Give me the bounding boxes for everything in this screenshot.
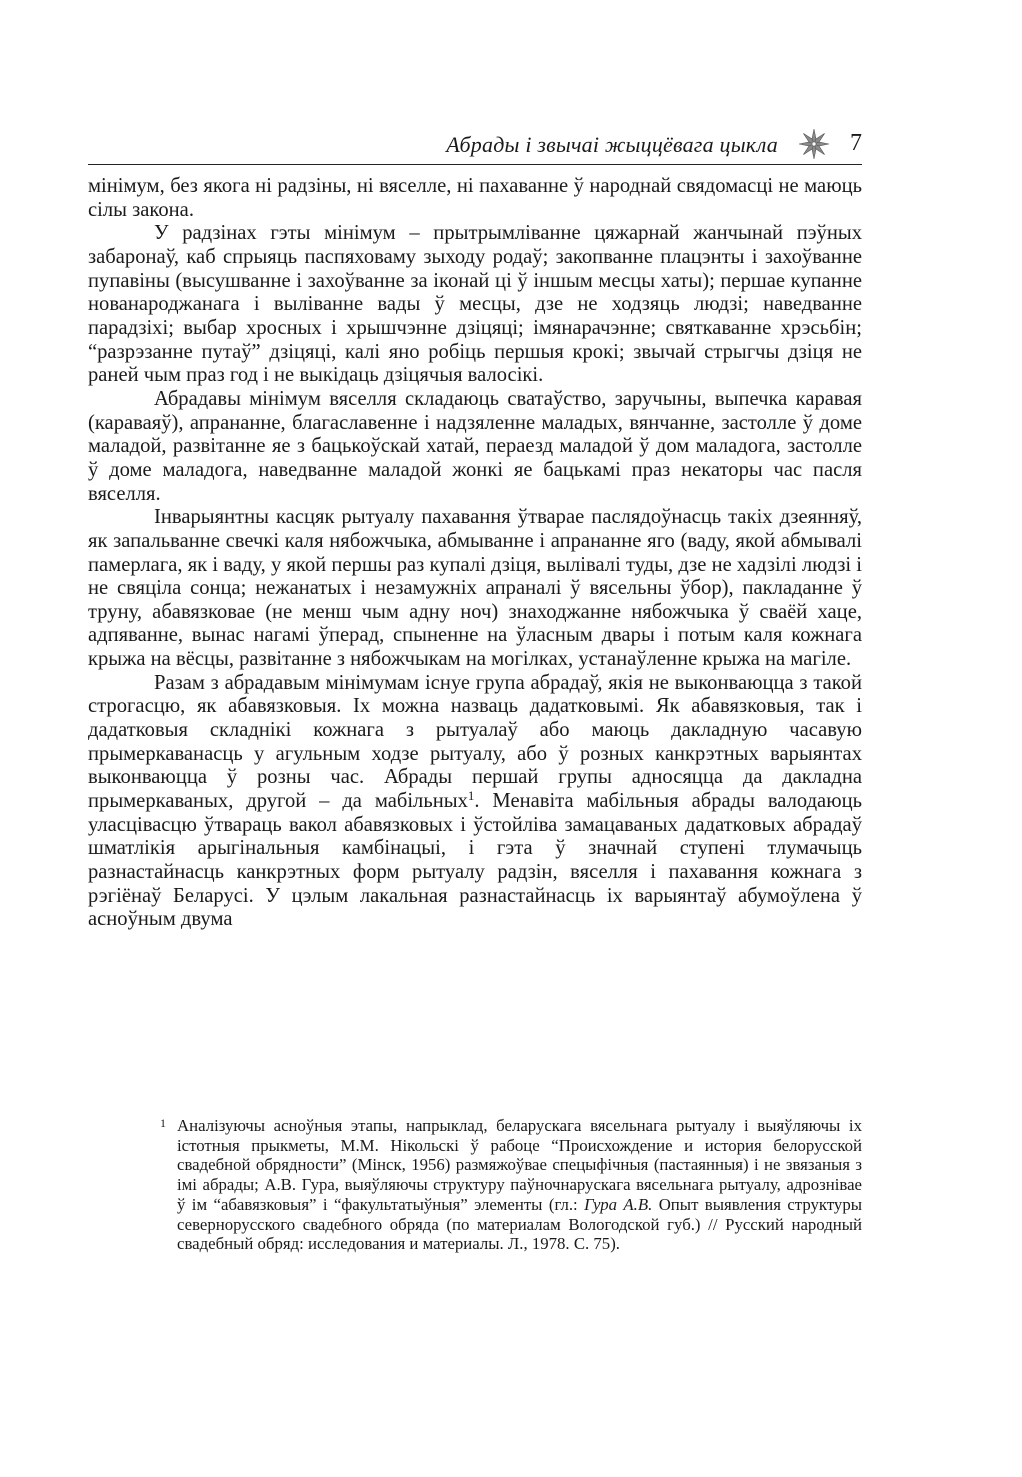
footnote-author: Гура А.В. — [584, 1194, 653, 1214]
paragraph-continuation: мінімум, без якога ні радзіны, ні вяселле, ні пахаванне ў народнай свядомасці не маюць сілы закона. — [88, 175, 862, 221]
paragraph-text-part: . Менавіта мабільныя абрады валодаюць уласцівасцю ўтвараць вакол абавязковых і ўстойліва замацаваных дадатковых абрадаў шматлікія арыгінальныя камбінацыі, і гэта ў значнай ступені тлумачыць разнастайнасць канкрэтных форм рытуалу радзін, вяселля і пахавання кожнага з рэгіёнаў Беларусі. У цэлым лакальная разнастайнасць іх варыянтаў абумоўлена ў асноўным двума — [88, 790, 862, 931]
footnote-reference: 1 — [467, 788, 475, 804]
paragraph-additional-rituals — [88, 672, 862, 932]
page-number: 7 — [850, 130, 862, 156]
footnote-text-part: Опыт выявления структуры севернорусского свадебного обряда (по материалам Вологодской губ.) // Русский народный свадебный обряд: исследования и материалы. Л., 1978. С. 75). — [177, 1194, 862, 1254]
footnote-text — [177, 1116, 862, 1254]
main-text — [88, 175, 862, 932]
eight-point-star-icon — [798, 128, 830, 160]
paragraph-wedding-rituals: Абрадавы мінімум вяселля складаюць сватаўство, заручыны, выпечка каравая (караваяў), апрананне, благаславенне і надзяленне маладых, вянчанне, застолле ў доме маладой, развітанне яе з бацькоўскай хатай, пераезд маладой ў дом маладога, застолле ў доме маладога, наведванне маладой жонкі яе бацькамі праз некаторы час пасля вяселля. — [88, 387, 862, 505]
paragraph-text-part: Разам з абрадавым мінімумам існуе група абрадаў, якія не выконваюцца з такой строгасцю, як абавязковыя. Іх можна назваць дадатковымі. Як абавязковыя, так і дадатковыя складнікі кожнага з рытуалаў або маюць дакладную часавую прымеркаванасць у агульным ходзе рытуалу, або ў розных канкрэтных варыянтах выконваюцца ў розны час. Абрады першай групы адносяцца да дакладна прымеркаваных, другой – да мабільных — [88, 671, 862, 813]
paragraph-funeral-rituals: Інварыянтны касцяк рытуалу пахавання ўтварае паслядоўнасць такіх дзеянняў, як запальванне свечкі каля нябожчыка, абмыванне і апрананне яго (ваду, якой абмывалі памерлага, як і ваду, у якой першы раз купалі дзіця, вылівалі туды, дзе не хадзілі людзі і не свяціла сонца; нежанатых і незамужніх апраналі ў вясельны ўбор), пакладанне ў труну, абавязковае (не менш чым адну ноч) знаходжанне нябожчыка ў сваёй хаце, адпяванне, вынас нагамі ўперад, спыненне на ўласным двары і потым каля кожнага крыжа на вёсцы, развітанне з нябожчыкам на могілках, устанаўленне крыжа на магіле. — [88, 506, 862, 671]
footnote-mark: 1 — [160, 1116, 166, 1130]
footnote-text-part: Аналізуючы асноўныя этапы, напрыклад, беларускага вясельнага рытуалу і выяўляючы іх істотныя прыкметы, М.М. Нікольскі ў рабоце “Происхождение и история белорусской свадебной обрядности” (Мінск, 1956) размяжоўвае спецыфічныя (пастаянныя) і не звязаныя з імі абрады; А.В. Гура, выяўляючы структуру паўночнарускага вясельнага рытуалу, адрознівае ў ім “абавязковыя” і “факультатыўныя” элементы (гл.: — [177, 1116, 862, 1214]
paragraph-birth-rituals: У радзінах гэты мінімум – прытрымліванне цяжарнай жанчынай пэўных забаронаў, каб спрыяць паспяховаму зыходу родаў; закопванне плацэнты і захоўванне пупавіны (высушванне і захоўванне за іконай ці ў іншым месцы хаты); першае купанне нованароджанага і выліванне вады ў месцы, дзе не ходзяць людзі; наведванне парадзіхі; выбар хросных і хрышчэнне дзіцяці; імянарачэнне; святкаванне хрэсьбін; “разрэзанне путаў” дзіцяці, калі яно робіць першыя крокі; звычай стрыгчы дзіця не раней чым праз год і не выкідаць дзіцячыя валосікі. — [88, 222, 862, 387]
running-header — [88, 128, 862, 165]
running-title: Абрады і звычаі жыццёвага цыкла — [446, 132, 778, 157]
footnote — [160, 1116, 862, 1254]
